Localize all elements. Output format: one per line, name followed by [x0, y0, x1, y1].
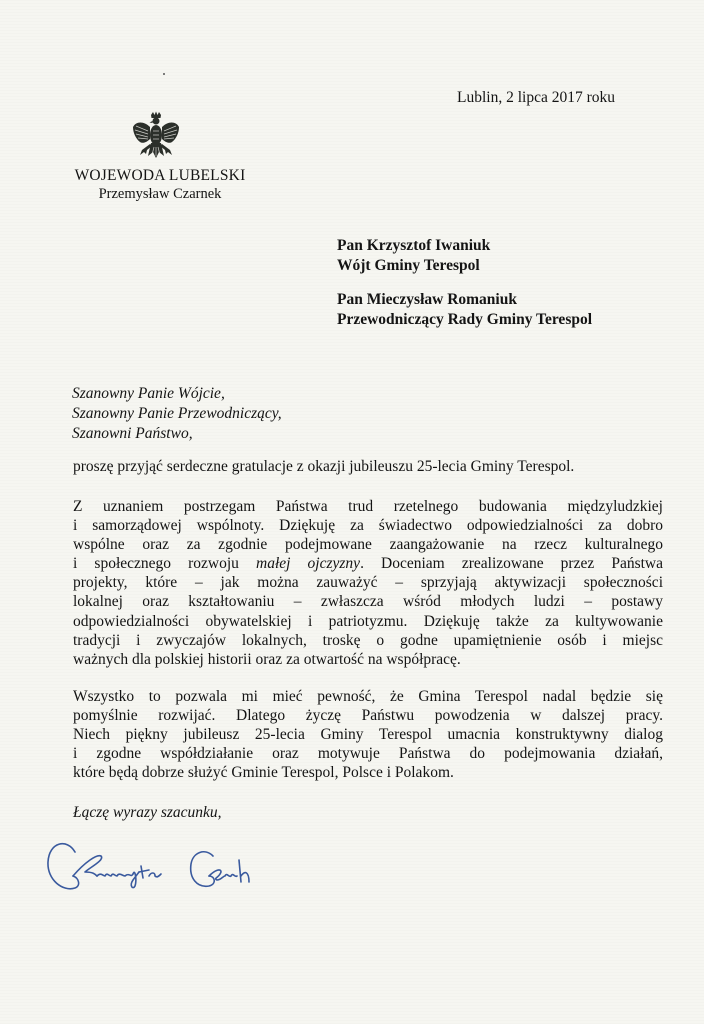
office-title: WOJEWODA LUBELSKI [74, 167, 246, 184]
paragraph-line: Niech piękny jubileusz 25-lecia Gminy Terespol umacnia konstruktywny dialog [73, 726, 663, 744]
paragraph-line: ważnych dla polskiej historii oraz za otwartość na współpracę. [73, 650, 461, 668]
date-line: Lublin, 2 lipca 2017 roku [457, 89, 615, 106]
recipients-block [337, 236, 592, 344]
paragraph-line: lokalnej oraz kształtowaniu – zwłaszcza wśród młodych ludzi – postawy [73, 593, 663, 611]
paragraph-line: odpowiedzialności obywatelskiej i patriotyzmu. Dziękuję także za kultywowanie [73, 612, 663, 630]
body-paragraph-2 [73, 687, 663, 782]
recipient-position: Przewodniczący Rady Gminy Terespol [337, 311, 593, 328]
office-person: Przemysław Czarnek [98, 186, 222, 202]
polish-eagle-emblem-icon [130, 111, 182, 163]
salutation-block [72, 384, 282, 444]
recipient-name: Pan Mieczysław Romaniuk [337, 291, 517, 308]
paragraph-line: projekty, które – jak można zauważyć – sprzyjają aktywizacji społeczności [73, 574, 663, 592]
paper-speck [163, 73, 165, 75]
paragraph-line: tradycji i zwyczajów lokalnych, troskę o godne upamiętnienie osób i miejsc [73, 631, 663, 649]
paragraph-line: Wszystko to pozwala mi mieć pewność, że Gmina Terespol nadal będzie się [73, 688, 663, 705]
text-run: . Doceniam zrealizowane przez Państwa [360, 555, 663, 573]
recipient-name: Pan Krzysztof Iwaniuk [337, 237, 491, 254]
paragraph-line: proszę przyjąć serdeczne gratulacje z okazji jubileuszu 25-lecia Gminy Terespol. [73, 458, 575, 475]
sender-block [70, 166, 250, 204]
paragraph-line: i zgodne współdziałanie oraz motywuje Państwa do podejmowania działań, [73, 745, 663, 763]
recipient [337, 290, 592, 330]
recipient [337, 236, 592, 276]
paragraph-line [73, 554, 663, 573]
salutation-line: Szanowni Państwo, [72, 425, 193, 442]
salutation-line: Szanowny Panie Przewodniczący, [72, 405, 282, 422]
emphasis-text: małej ojczyzny [256, 555, 361, 573]
body-paragraph-1 [73, 497, 663, 669]
salutation-line: Szanowny Panie Wójcie, [72, 385, 225, 402]
paragraph-line: pomyślnie rozwijać. Dlatego życzę Państwu powodzenia w dalszej pracy. [73, 707, 663, 725]
paragraph-line: wspólne oraz za zgodnie podejmowane zaangażowanie na rzecz kulturalnego [73, 536, 663, 554]
text-run: i społecznego rozwoju [73, 555, 257, 573]
paragraph-line: Z uznaniem postrzegam Państwa trud rzetelnego budowania międzyludzkiej [73, 498, 663, 515]
closing-line: Łączę wyrazy szacunku, [73, 804, 222, 821]
handwritten-signature-icon [45, 832, 275, 902]
paragraph-line: które będą dobrze służyć Gminie Terespol, Polsce i Polakom. [73, 764, 454, 782]
recipient-position: Wójt Gminy Terespol [337, 257, 480, 274]
intro-paragraph [73, 457, 663, 476]
paragraph-line: i samorządowej wspólnoty. Dziękuję za świadectwo odpowiedzialności za dobro [73, 517, 663, 535]
